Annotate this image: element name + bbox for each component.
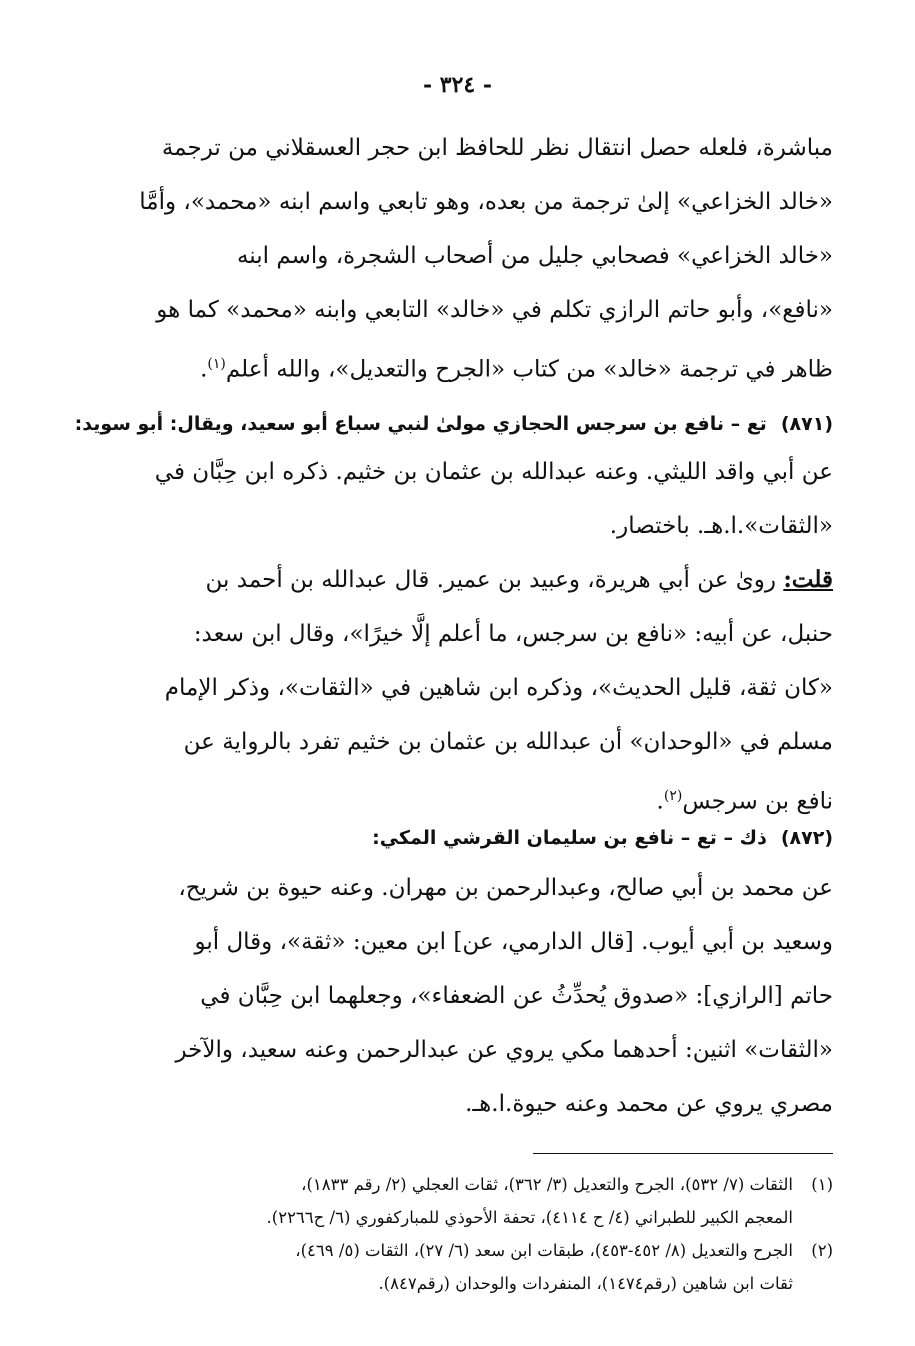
footnote-2-line xyxy=(93,1234,833,1267)
entry-872-line: وسعيد بن أبي أيوب. [قال الدارمي، عن] ابن معين: «ثقة»، وقال أبو xyxy=(194,929,833,955)
footnote-2-line xyxy=(93,1267,833,1300)
intro-line: مباشرة، فلعله حصل انتقال نظر للحافظ ابن حجر العسقلاني من ترجمة xyxy=(161,135,833,161)
footnote-1-line xyxy=(93,1168,833,1201)
footnote-1-number: (١) xyxy=(811,1175,833,1194)
entry-872-number: (٨٧٢) xyxy=(780,827,833,849)
footnote-divider xyxy=(533,1153,833,1154)
entry-872-line: مصري يروي عن محمد وعنه حيوة.ا.هـ. xyxy=(465,1091,833,1117)
entry-871-line: حنبل، عن أبيه: «نافع بن سرجس، ما أعلم إلَّا خيرًا»، وقال ابن سعد: xyxy=(193,621,833,647)
footnote-ref-1: (١) xyxy=(207,356,226,372)
entry-871-qult-line xyxy=(113,553,833,607)
entry-871-end: . xyxy=(656,788,664,815)
entry-872-line: حاتم [الرازي]: «صدوق يُحدِّثُ عن الضعفاء»، وجعلهما ابن حِبَّان في xyxy=(200,983,833,1009)
footnote-1-line xyxy=(93,1201,833,1234)
intro-last-text: ظاهر في ترجمة «خالد» من كتاب «الجرح والتعديل»، والله أعلم xyxy=(225,356,833,383)
qult-label: قلت: xyxy=(783,566,833,593)
entry-871-line: عن أبي واقد الليثي. وعنه عبدالله بن عثمان بن خثيم. ذكره ابن حِبَّان في xyxy=(154,459,833,485)
entry-871-line: «كان ثقة، قليل الحديث»، وذكره ابن شاهين في «الثقات»، وذكر الإمام xyxy=(164,675,833,701)
footnote-1-text: الثقات (٧/ ٥٣٢)، الجرح والتعديل (٣/ ٣٦٢)، ثقات العجلي (٢/ رقم ١٨٣٣)، xyxy=(301,1175,793,1194)
intro-line: «نافع»، وأبو حاتم الرازي تكلم في «خالد» التابعي وابنه «محمد» كما هو xyxy=(156,297,833,323)
footnote-2-text: الجرح والتعديل (٨/ ٤٥٢-٤٥٣)، طبقات ابن سعد (٦/ ٢٧)، الثقات (٥/ ٤٦٩)، xyxy=(295,1241,793,1260)
intro-line: «خالد الخزاعي» فصحابي جليل من أصحاب الشجرة، واسم ابنه xyxy=(236,243,833,269)
qult-first-text: روىٰ عن أبي هريرة، وعبيد بن عمير. قال عبدالله بن أحمد بن xyxy=(205,567,784,593)
intro-line xyxy=(113,337,833,391)
entry-871-line xyxy=(113,769,833,823)
footnote-1-text-cont: المعجم الكبير للطبراني (٤/ ح ٤١١٤)، تحفة الأحوذي للمباركفوري (٦/ ح٢٢٦٦). xyxy=(266,1208,793,1227)
entry-871-last-text: نافع بن سرجس xyxy=(682,788,833,815)
entry-871-line: «الثقات».ا.هـ. باختصار. xyxy=(609,513,833,539)
footnote-2-text-cont: ثقات ابن شاهين (رقم١٤٧٤)، المنفردات والوحدان (رقم٨٤٧). xyxy=(378,1274,793,1293)
intro-line: «خالد الخزاعي» إلىٰ ترجمة من بعده، وهو تابعي واسم ابنه «محمد»، وأمَّا xyxy=(139,189,833,215)
footnote-ref-2: (٢) xyxy=(663,788,683,804)
entry-872-line: عن محمد بن أبي صالح، وعبدالرحمن بن مهران. وعنه حيوة بن شريح، xyxy=(178,875,833,901)
entry-872-header xyxy=(93,818,833,858)
intro-end: . xyxy=(200,356,208,383)
entry-871-number: (٨٧١) xyxy=(780,413,833,435)
entry-872-line: «الثقات» اثنين: أحدهما مكي يروي عن عبدالرحمن وعنه سعيد، والآخر xyxy=(175,1037,833,1063)
entry-871-title: تع – نافع بن سرجس الحجازي مولىٰ لنبي سباع أبو سعيد، ويقال: أبو سويد: xyxy=(74,413,767,435)
entry-872-body xyxy=(113,861,833,1131)
intro-paragraph xyxy=(113,121,833,391)
page-number: - ٣٢٤ - xyxy=(422,72,493,98)
footnote-2-number: (٢) xyxy=(811,1241,833,1260)
footnotes xyxy=(93,1168,833,1300)
entry-871-body xyxy=(113,445,833,823)
entry-871-line: مسلم في «الوحدان» أن عبدالله بن عثمان بن خثيم تفرد بالرواية عن xyxy=(183,729,833,755)
entry-871-header xyxy=(74,404,833,444)
entry-872-title: ذك – تع – نافع بن سليمان القرشي المكي: xyxy=(372,827,767,849)
